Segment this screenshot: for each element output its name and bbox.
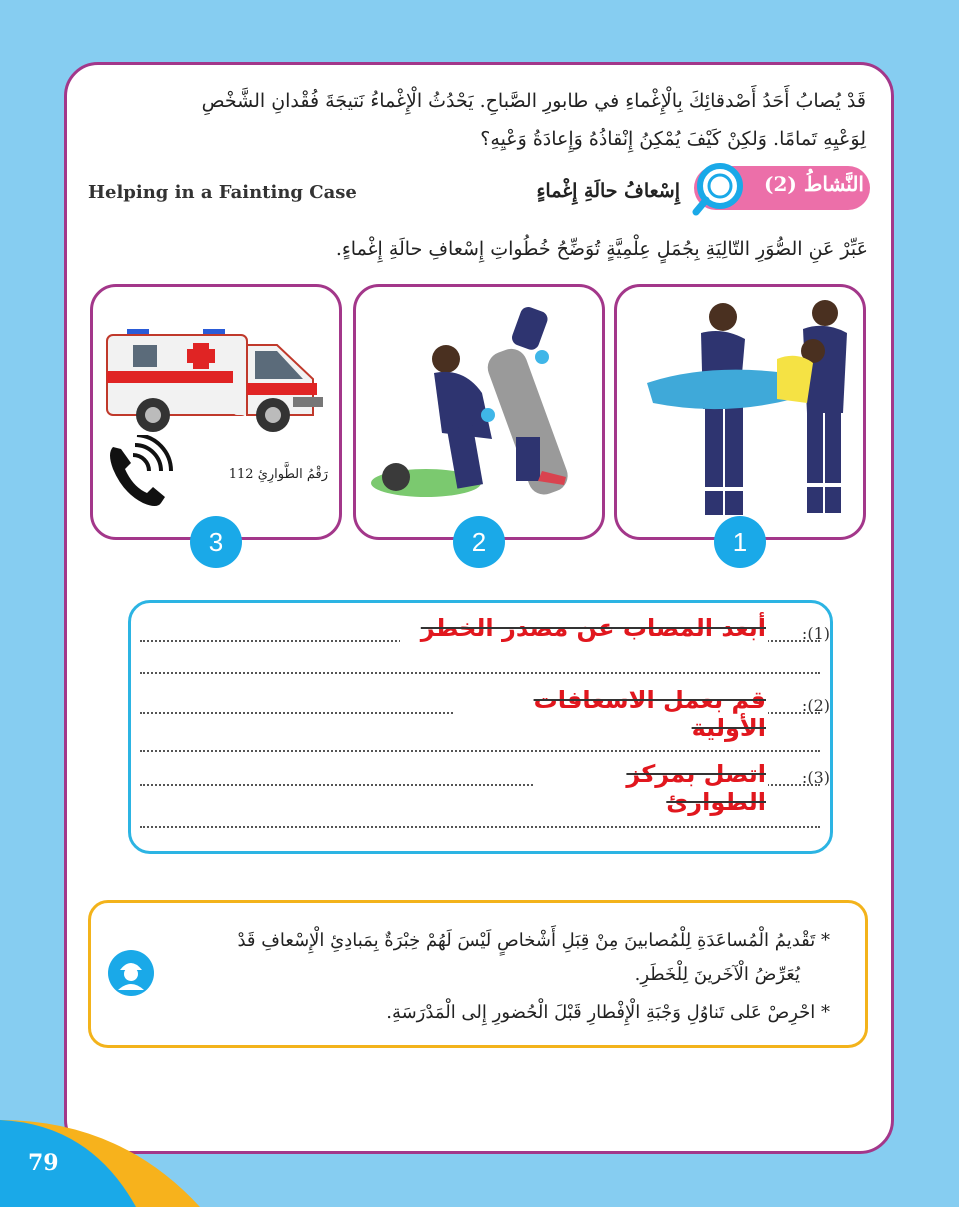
safety-tip-1-continued: يُعَرِّضُ الْآخَرينَ لِلْخَطَرِ. <box>634 964 800 985</box>
carrying-patient-illustration <box>617 287 863 537</box>
picture-card-3 <box>90 284 342 540</box>
activity-title-arabic: إِسْعافُ حالَةِ إِغْماءٍ <box>536 180 680 202</box>
picture-card-2 <box>353 284 605 540</box>
answer-label-2: (2): <box>801 696 830 715</box>
answer-line <box>140 826 820 828</box>
activity-badge-label: النَّشاطُ (2) <box>764 172 864 196</box>
answer-line <box>140 672 820 674</box>
answer-text-2: قم بعمل الاسعافات الأولية <box>454 686 768 742</box>
activity-title-english: Helping in a Fainting Case <box>88 182 357 203</box>
step-number-3: 3 <box>190 516 242 568</box>
step-number-1: 1 <box>714 516 766 568</box>
magnifier-icon <box>690 160 746 216</box>
page-number: 79 <box>28 1150 59 1176</box>
answer-text-1: أبعد المصاب عن مصدر الخطر <box>400 614 768 642</box>
safety-tip-2: * احْرِصْ عَلى تَناوُلِ وَجْبَةِ الْإِفْطارِ قَبْلَ الْحُضورِ إِلى الْمَدْرَسَةِ. <box>386 1002 830 1023</box>
activity-instruction: عَبِّرْ عَنِ الصُّوَرِ التّالِيَةِ بِجُمَلٍ عِلْمِيَّةٍ تُوَضِّحُ خُطُواتِ إِسْعافِ حالَةِ إِغْماءٍ. <box>335 238 868 260</box>
intro-line-1: قَدْ يُصابُ أَحَدُ أَصْدقائِكَ بِالْإِغْماءِ في طابورِ الصَّباحِ. يَحْدُثُ الْإِغْماءُ نَتيجَةَ فُقْدانِ الشَّخْصِ <box>201 90 866 112</box>
answer-text-3: اتصل بمركز الطوارئ <box>534 760 768 816</box>
phone-icon <box>103 435 173 510</box>
answer-label-3: (3): <box>801 768 830 787</box>
safety-tip-1: * تَقْديمُ الْمُساعَدَةِ لِلْمُصابينَ مِنْ قِبَلِ أَشْخاصٍ لَيْسَ لَهُمْ خِبْرَةٌ بِمَبادِئِ الْإِسْعافِ قَدْ <box>237 930 830 951</box>
first-aid-illustration <box>356 287 602 537</box>
answer-line <box>140 750 820 752</box>
picture-card-1 <box>614 284 866 540</box>
step-number-2: 2 <box>453 516 505 568</box>
intro-line-2: لِوَعْيِهِ تَمامًا. وَلكِنْ كَيْفَ يُمْكِنُ إِنْقاذُهُ وَإِعادَةُ وَعْيِهِ؟ <box>480 128 866 150</box>
intro-paragraph <box>96 82 866 158</box>
safety-worker-icon <box>108 950 154 996</box>
emergency-number-caption: رَقْمُ الطَّوارِئِ 112 <box>228 467 328 482</box>
answer-label-1: (1): <box>801 624 830 643</box>
